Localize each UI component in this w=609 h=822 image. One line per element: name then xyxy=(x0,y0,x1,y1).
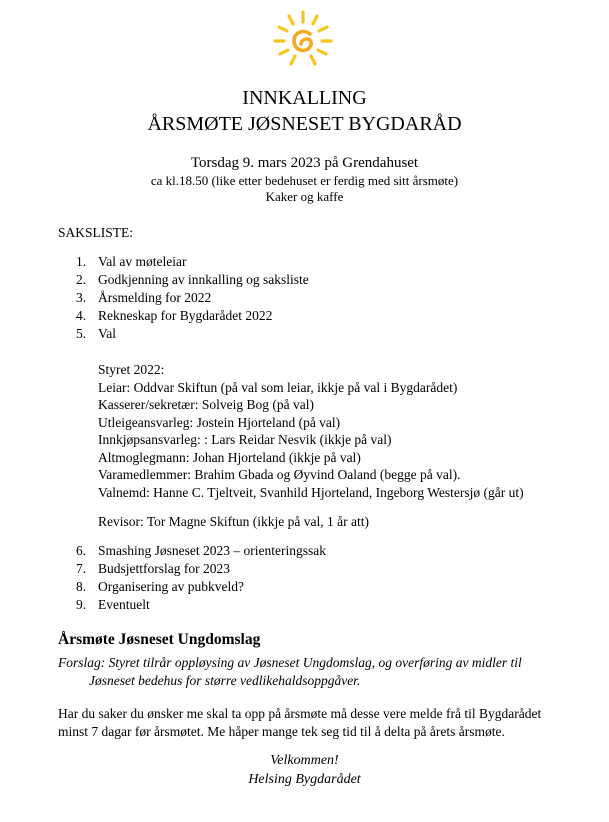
proposal-text-2: Jøsneset bedehus for større vedlikehaldsoppgåver. xyxy=(89,673,361,688)
title-line-2: ÅRSMØTE JØSNESET BYGDARÅD xyxy=(147,113,462,135)
agenda-item: 8. Organisering av pubkveld? xyxy=(76,579,244,594)
board-block xyxy=(98,361,457,466)
board-line: Leiar: Oddvar Skiftun (på val som leiar, ikkje på val i Bygdarådet) xyxy=(98,379,458,395)
agenda-item: 3. Årsmelding for 2022 xyxy=(76,290,212,305)
agenda-list-part2 xyxy=(76,542,326,614)
board-line: Altmoglegmann: Johan Hjorteland (ikkje på val) xyxy=(98,449,361,465)
agenda-item: 9. Eventuelt xyxy=(76,597,150,612)
nomination-line: Valnemd: Hanne C. Tjeltveit, Svanhild Hjorteland, Ingeborg Westersjø (går ut) xyxy=(98,484,524,500)
agenda-item: 5. Val xyxy=(76,326,116,341)
title-line-1: INNKALLING xyxy=(242,87,367,109)
board-line: Kasserer/sekretær: Solveig Bog (på val) xyxy=(98,397,314,412)
agenda-item: 7. Budsjettforslag for 2023 xyxy=(76,561,230,576)
agenda-heading: SAKSLISTE: xyxy=(58,225,134,240)
date-line: Torsdag 9. mars 2023 på Grendahuset xyxy=(190,155,419,171)
proposal-block xyxy=(58,654,558,690)
proposal-label: Forslag: xyxy=(58,655,106,670)
agenda-item: 1. Val av møteleiar xyxy=(76,254,187,269)
time-line: ca kl.18.50 (like etter bedehuset er ferdig med sitt årsmøte) xyxy=(150,173,459,188)
board-line: Innkjøpsansvarleg: : Lars Reidar Nesvik (ikkje på val) xyxy=(98,432,392,447)
proposal-text-1: Styret tilrår oppløysing av Jøsneset Ungdomslag, og overføring av midler til xyxy=(108,655,522,670)
deputies-block xyxy=(98,466,524,501)
info-paragraph: Har du saker du ønsker me skal ta opp på årsmøte må desse vere melde frå til Bygdarådet minst 7 dagar før årsmøtet. Me håper mange tek seg tid til å delta på årets årsmøte. xyxy=(58,706,542,739)
agenda-item: 2. Godkjenning av innkalling og saksliste xyxy=(76,272,309,287)
agenda-item: 6. Smashing Jøsneset 2023 – orienteringssak xyxy=(76,543,326,558)
signature-text: Helsing Bygdarådet xyxy=(248,772,361,787)
board-line: Styret 2022: xyxy=(98,362,165,377)
sun-logo-icon xyxy=(270,8,336,74)
youth-club-heading: Årsmøte Jøsneset Ungdomslag xyxy=(58,631,261,648)
refreshments-line: Kaker og kaffe xyxy=(265,189,344,204)
welcome-text: Velkommen! xyxy=(270,753,339,768)
board-line: Utleigeansvarleg: Jostein Hjorteland (på val) xyxy=(98,414,341,430)
auditor-line: Revisor: Tor Magne Skiftun (ikkje på val, 1 år att) xyxy=(98,514,369,529)
agenda-item: 4. Rekneskap for Bygdarådet 2022 xyxy=(76,308,273,323)
deputies-line: Varamedlemmer: Brahim Gbada og Øyvind Oaland (begge på val). xyxy=(98,467,461,482)
agenda-list-part1 xyxy=(76,253,309,343)
